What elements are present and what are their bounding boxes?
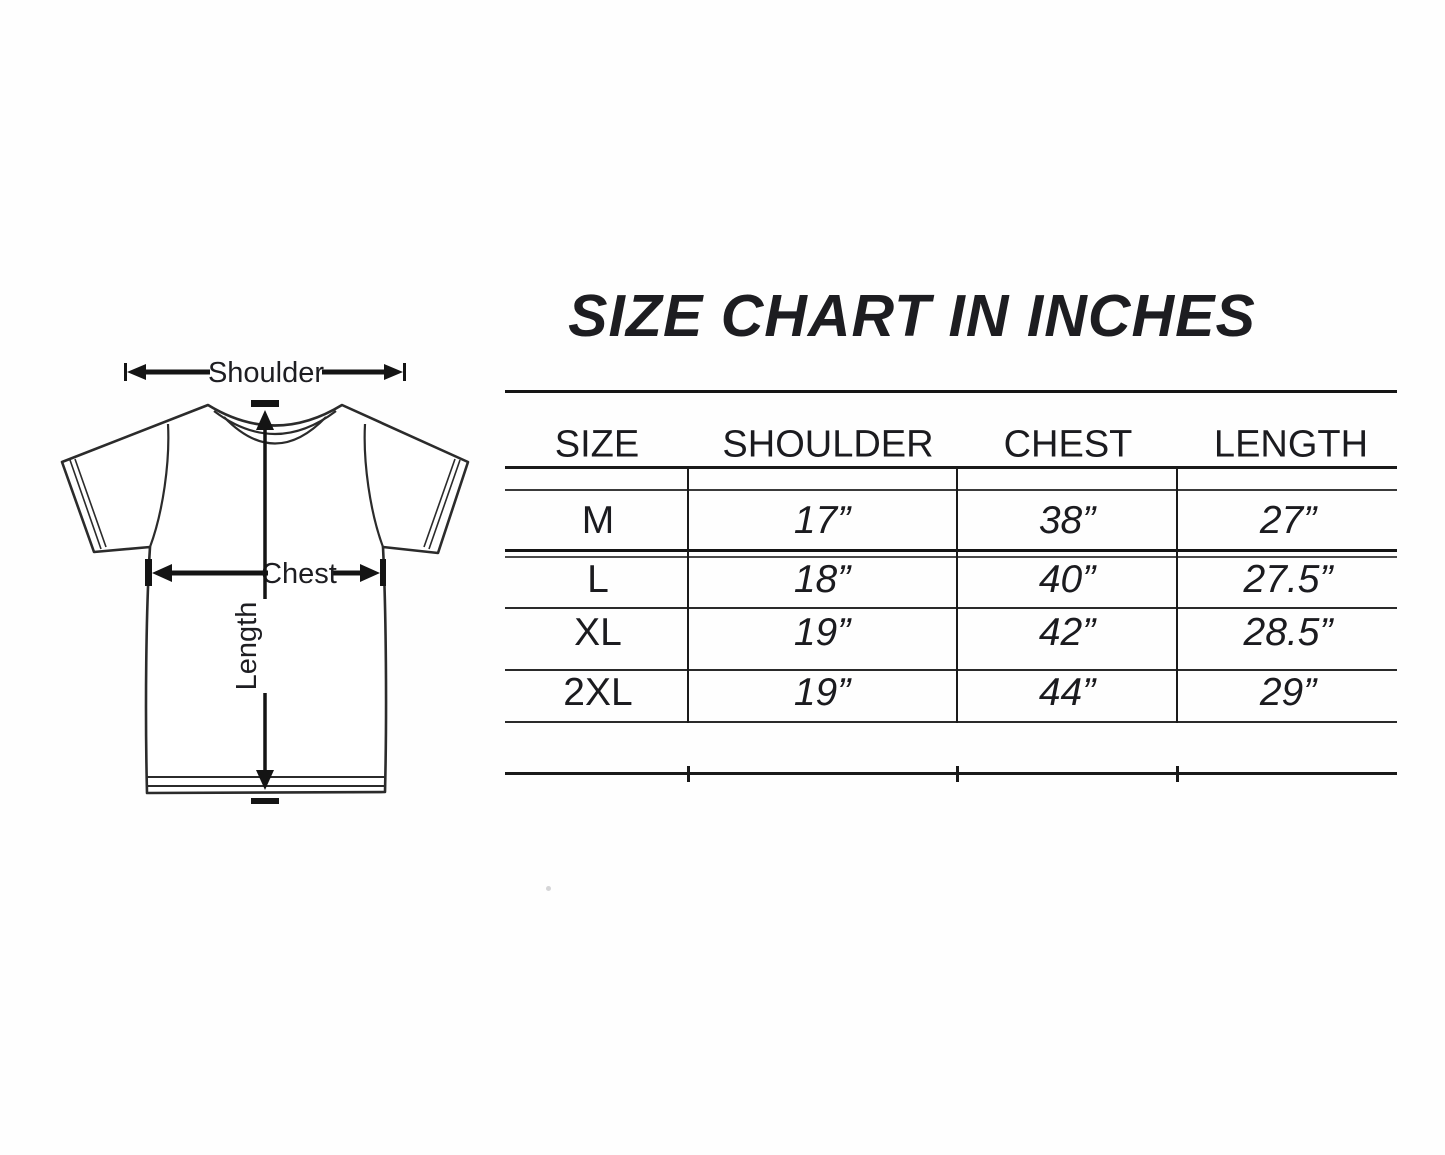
column-divider-3-tick: [1176, 766, 1179, 782]
column-divider-2: [956, 466, 958, 723]
row-l-length: 27.5”: [1243, 558, 1333, 601]
shoulder-label: Shoulder: [207, 357, 325, 389]
row-xl-length: 28.5”: [1243, 611, 1333, 654]
scan-artifact-dot: [546, 886, 551, 891]
table-bottom-rule: [505, 772, 1397, 775]
row-m-size: M: [581, 499, 615, 542]
column-divider-3: [1176, 466, 1178, 723]
row-m-bottom-double-rule: [505, 549, 1397, 558]
row-xl-shoulder: 19”: [793, 611, 851, 654]
page-title: SIZE CHART IN INCHES: [568, 283, 1256, 349]
row-l-chest: 40”: [1038, 558, 1096, 601]
row-m-length: 27”: [1259, 499, 1317, 542]
row-2xl-shoulder: 19”: [793, 671, 851, 714]
row-2xl-bottom-rule: [505, 721, 1397, 723]
spacer-row-rule: [505, 489, 1397, 491]
column-divider-1-tick: [687, 766, 690, 782]
row-2xl-chest: 44”: [1038, 671, 1096, 714]
row-m-shoulder: 17”: [793, 499, 851, 542]
row-l-size: L: [587, 558, 609, 601]
header-shoulder: SHOULDER: [722, 423, 934, 466]
row-xl-chest: 42”: [1038, 611, 1096, 654]
row-2xl-size: 2XL: [563, 671, 633, 714]
length-label: Length: [231, 601, 263, 691]
row-2xl-length: 29”: [1259, 671, 1317, 714]
header-length: LENGTH: [1213, 423, 1369, 466]
tshirt-measurement-diagram: [40, 350, 500, 820]
header-size: SIZE: [554, 423, 640, 466]
row-xl-size: XL: [574, 611, 622, 654]
row-m-chest: 38”: [1038, 499, 1096, 542]
header-chest: CHEST: [1003, 423, 1133, 466]
row-l-bottom-rule: [505, 607, 1397, 609]
chest-label: Chest: [261, 558, 337, 590]
table-top-rule: [505, 390, 1397, 393]
column-divider-2-tick: [956, 766, 959, 782]
row-l-shoulder: 18”: [793, 558, 851, 601]
column-divider-1: [687, 466, 689, 723]
